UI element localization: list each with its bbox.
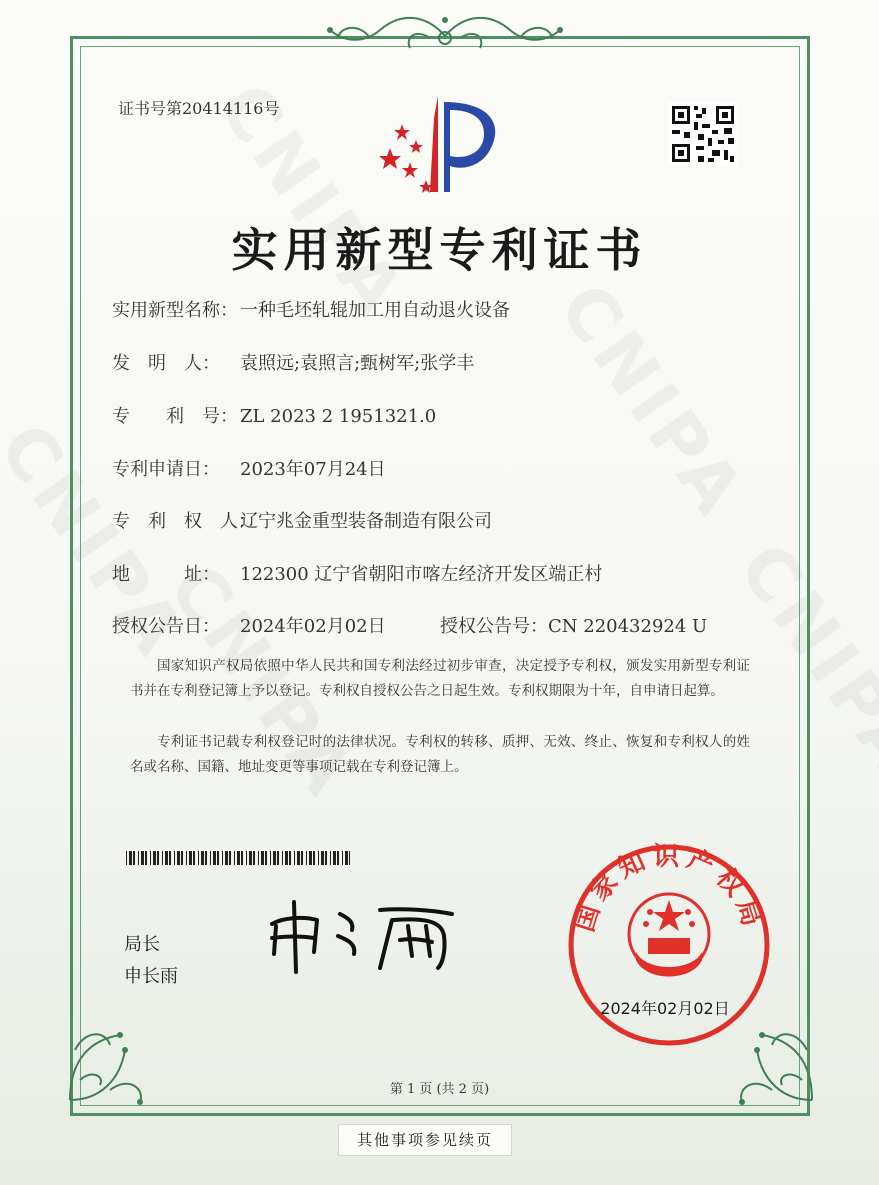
grant-number-value: CN 220432924 U bbox=[548, 616, 708, 637]
inventor-value: 袁照远;袁照言;甄树军;张学丰 bbox=[240, 353, 475, 374]
top-ornament-icon bbox=[310, 8, 580, 58]
utility-model-name-value: 一种毛坯轧辊加工用自动退火设备 bbox=[240, 300, 510, 321]
grant-date-label: 授权公告日： bbox=[112, 616, 220, 637]
grant-date-row bbox=[112, 612, 386, 638]
legal-status-paragraph: 专利证书记载专利权登记时的法律状况。专利权的转移、质押、无效、终止、恢复和专利权人的姓名或名称、国籍、地址变更等事项记载在专利登记簿上。 bbox=[130, 734, 750, 775]
grant-statement-paragraph: 国家知识产权局依照中华人民共和国专利法经过初步审查，决定授予专利权，颁发实用新型专利证书并在专利登记簿上予以登记。专利权自授权公告之日起生效。专利权期限为十年，自申请日起算。 bbox=[130, 658, 750, 699]
patent-number-value: ZL 2023 2 1951321.0 bbox=[240, 406, 437, 427]
signature-icon bbox=[262, 896, 462, 976]
qr-code-icon bbox=[668, 102, 738, 166]
barcode-icon bbox=[126, 851, 350, 865]
director-title: 局长 bbox=[124, 934, 160, 955]
patent-number-label: 专 利 号： bbox=[112, 406, 238, 427]
patentee-value: 辽宁兆金重型装备制造有限公司 bbox=[240, 511, 492, 532]
grant-number-label: 授权公告号： bbox=[440, 616, 548, 637]
cnipa-logo-icon bbox=[372, 96, 512, 200]
seal-text: 国家知识产权局 bbox=[569, 842, 769, 936]
inventor-label: 发 明 人： bbox=[112, 353, 220, 374]
grant-date-value: 2024年02月02日 bbox=[240, 616, 386, 637]
certificate-number: 证书号第20414116号 bbox=[118, 99, 280, 118]
address-label: 地 址： bbox=[112, 564, 220, 585]
patentee-row bbox=[112, 507, 492, 533]
grant-number-row bbox=[440, 612, 707, 638]
page-title: 实用新型专利证书 bbox=[231, 223, 648, 277]
seal-date: 2024年02月02日 bbox=[600, 999, 730, 1018]
patentee-label: 专 利 权 人： bbox=[112, 511, 256, 532]
filing-date-label: 专利申请日： bbox=[112, 459, 220, 480]
filing-date-row bbox=[112, 455, 386, 481]
continuation-note: 其他事项参见续页 bbox=[338, 1124, 512, 1156]
address-value: 122300 辽宁省朝阳市喀左经济开发区端正村 bbox=[240, 564, 603, 585]
patent-number-row bbox=[112, 402, 436, 428]
utility-model-name-row bbox=[112, 296, 510, 322]
page-number: 第 1 页 (共 2 页) bbox=[389, 1082, 490, 1097]
address-row bbox=[112, 560, 602, 586]
filing-date-value: 2023年07月24日 bbox=[240, 459, 386, 480]
inventor-row bbox=[112, 349, 474, 375]
director-name: 申长雨 bbox=[124, 966, 178, 987]
utility-model-name-label: 实用新型名称： bbox=[112, 300, 238, 321]
